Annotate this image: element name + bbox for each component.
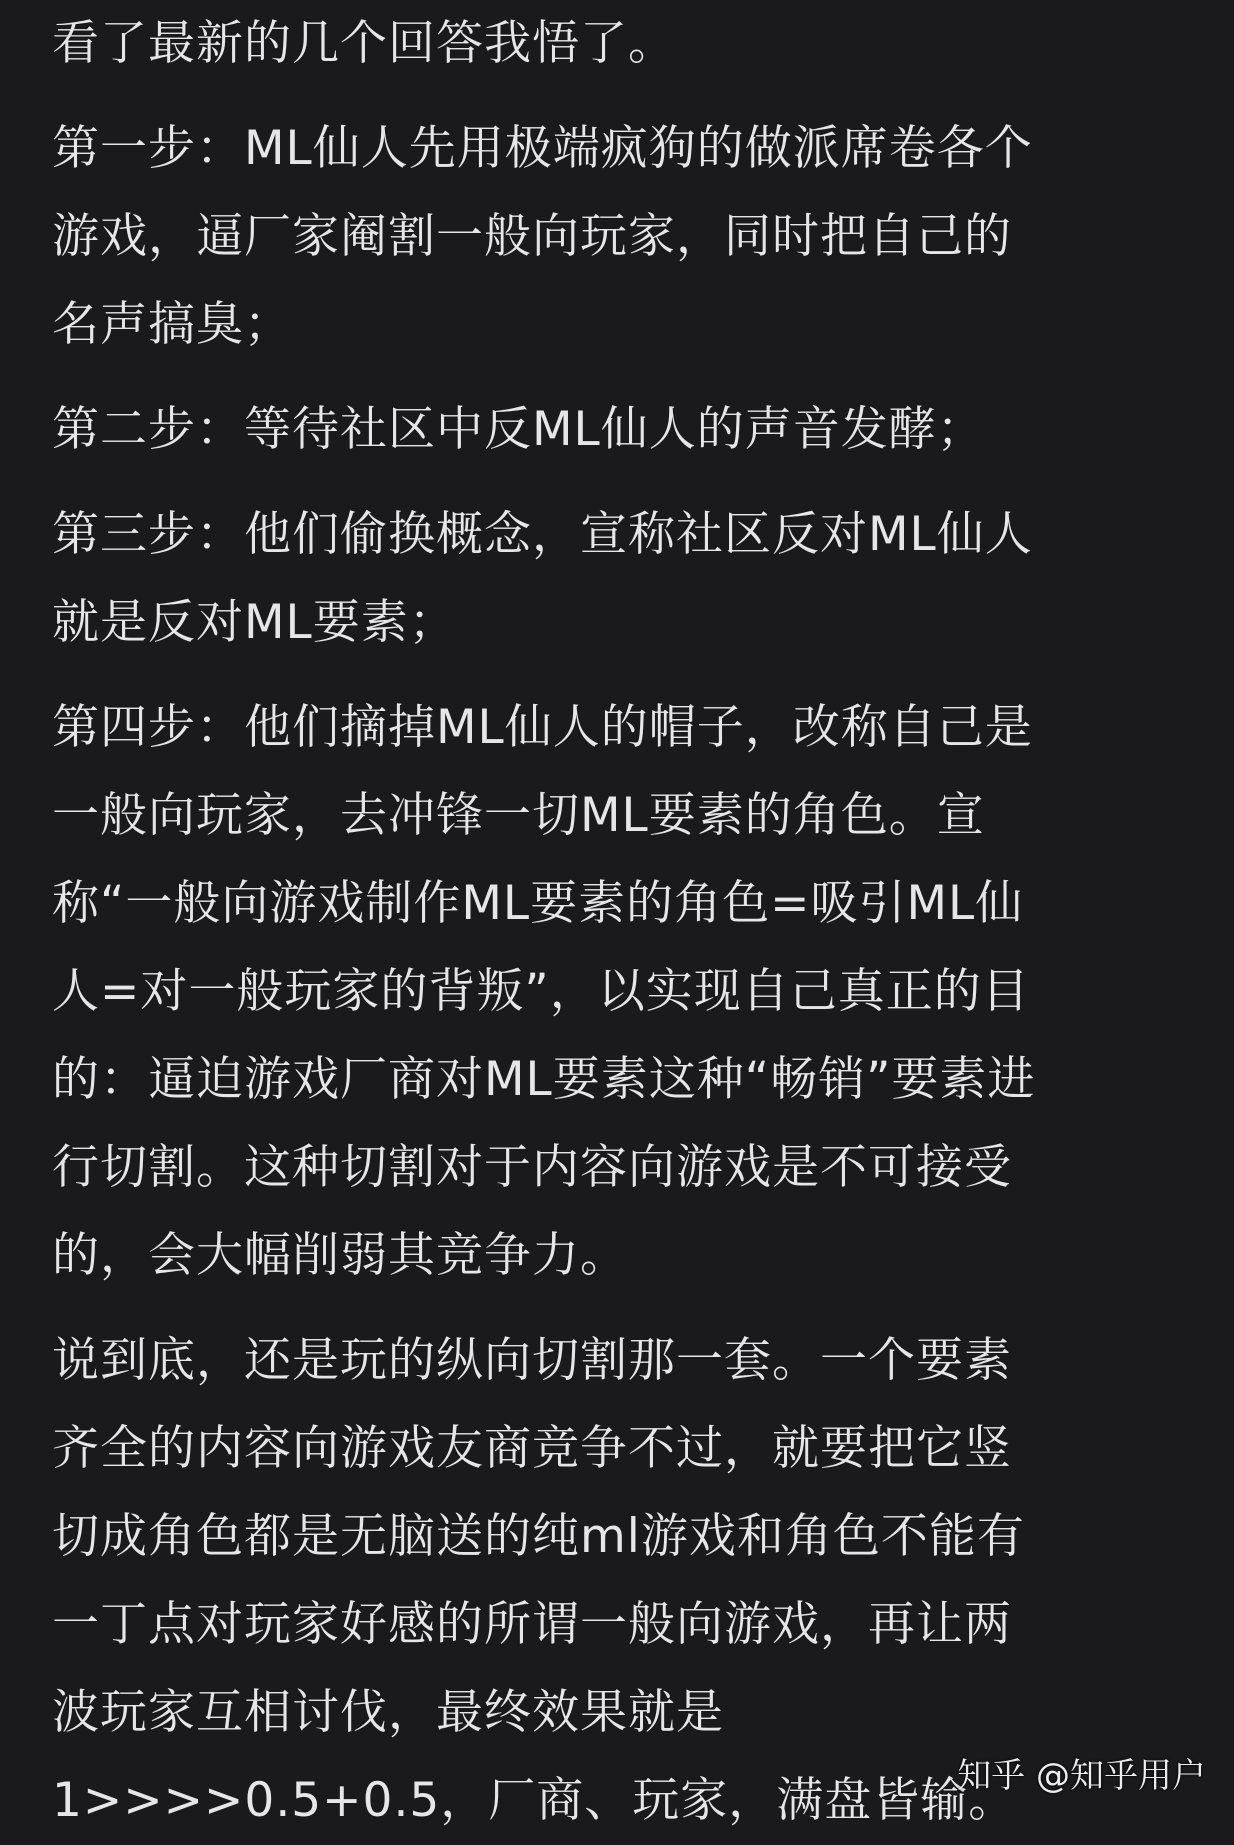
text-line: 看了最新的几个回答我悟了。	[52, 16, 676, 71]
text-line: 名声搞臭；	[52, 297, 292, 352]
text-line: 的：逼迫游戏厂商对ML要素这种“畅销”要素进	[52, 1052, 1036, 1107]
text-line: 的，会大幅削弱其竞争力。	[52, 1228, 628, 1283]
text-line: 齐全的内容向游戏友商竞争不过，就要把它竖	[52, 1421, 1012, 1476]
text-line: 1>>>>0.5+0.5，厂商、玩家，满盘皆输。	[52, 1773, 1017, 1828]
text-line: 人=对一般玩家的背叛”，以实现自己真正的目	[52, 964, 1030, 1019]
paragraph-step-four	[52, 684, 1182, 1300]
text-line: 行切割。这种切割对于内容向游戏是不可接受	[52, 1140, 1012, 1195]
text-line: 一般向玩家，去冲锋一切ML要素的角色。宣	[52, 788, 985, 843]
text-line: 第一步：ML仙人先用极端疯狗的做派席卷各个	[52, 121, 1033, 176]
paragraph-step-one	[52, 105, 1182, 369]
text-line: 就是反对ML要素；	[52, 595, 457, 650]
text-line: 波玩家互相讨伐，最终效果就是	[52, 1685, 724, 1740]
text-line: 称“一般向游戏制作ML要素的角色=吸引ML仙	[52, 876, 1024, 931]
text-line: 说到底，还是玩的纵向切割那一套。一个要素	[52, 1333, 1012, 1388]
paragraph-step-three	[52, 491, 1182, 667]
text-line: 第二步：等待社区中反ML仙人的声音发酵；	[52, 402, 985, 457]
paragraph-step-two	[52, 386, 1182, 474]
text-line: 切成角色都是无脑送的纯ml游戏和角色不能有	[52, 1509, 1025, 1564]
text-line: 游戏，逼厂家阉割一般向玩家，同时把自己的	[52, 209, 1012, 264]
zhihu-watermark: 知乎 @知乎用户	[957, 1756, 1206, 1796]
paragraph-intro	[52, 0, 1182, 88]
text-line: 第三步：他们偷换概念，宣称社区反对ML仙人	[52, 507, 1033, 562]
text-line: 第四步：他们摘掉ML仙人的帽子，改称自己是	[52, 700, 1033, 755]
answer-body	[52, 0, 1182, 1845]
text-line: 一丁点对玩家好感的所谓一般向游戏，再让两	[52, 1597, 1012, 1652]
